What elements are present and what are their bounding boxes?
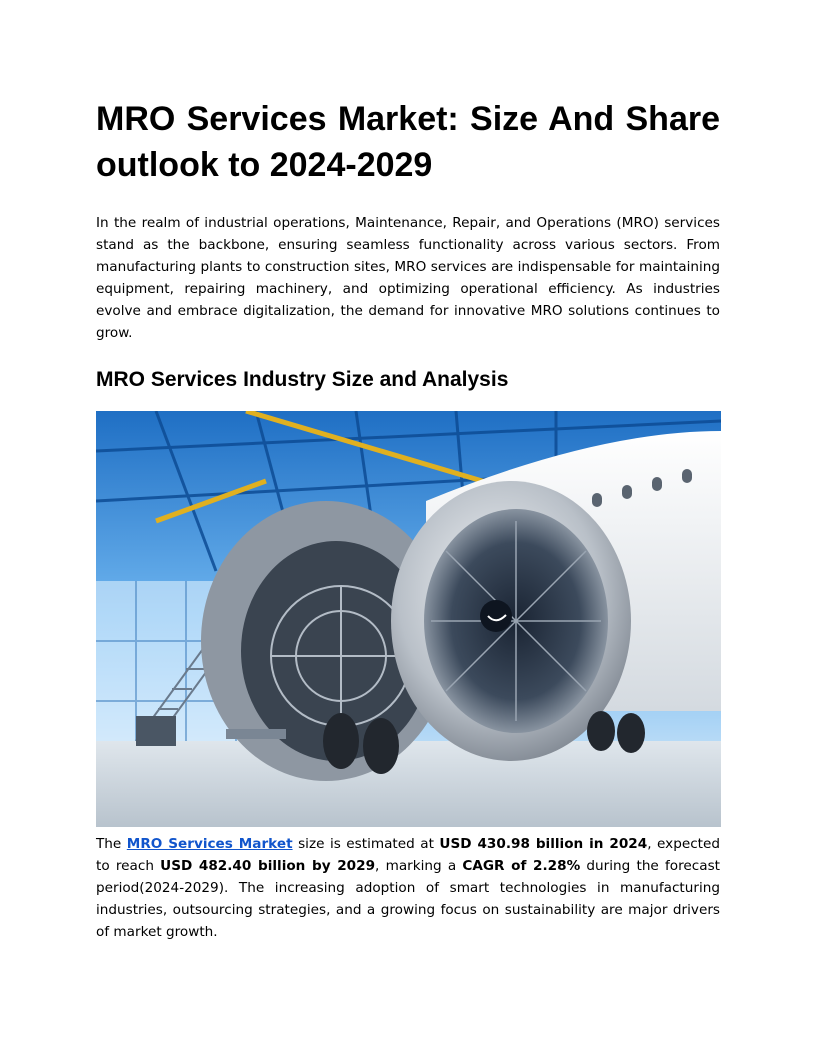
intro-paragraph: In the realm of industrial operations, Maintenance, Repair, and Operations (MRO) services stand as the backbone, ensuring seamless functionality across various sectors. From manufacturing plants to construction sites, MRO services are indispensable for maintaining equipment, repairing machinery, and optimizing operational efficiency. As industries evolve and embrace digitalization, the demand for innovative MRO solutions continues to grow.	[96, 215, 720, 341]
market-size-2024: USD 430.98 billion in 2024	[439, 836, 648, 852]
section-heading: MRO Services Industry Size and Analysis	[96, 368, 509, 391]
cagr-value: CAGR of 2.28%	[462, 858, 581, 874]
market-size-2029: USD 482.40 billion by 2029	[160, 858, 376, 874]
text-run: The	[96, 836, 127, 852]
jet-engine-hangar-icon	[96, 411, 721, 827]
mro-services-market-link[interactable]: MRO Services Market	[126, 836, 293, 852]
document-page	[96, 96, 720, 943]
jet-engine-image	[96, 411, 721, 827]
page-title: MRO Services Market: Size And Share outlook to 2024-2029	[96, 100, 720, 184]
text-run: during the forecast period(2024-2029). The increasing adoption of smart technologies in manufacturing industries, outsourcing strategies, and a growing focus on sustainability are major drivers of market growth.	[96, 858, 720, 940]
text-run: size is estimated at	[292, 836, 440, 852]
market-size-paragraph	[96, 833, 720, 943]
text-run: , marking a	[375, 858, 463, 874]
text-run: , expected to reach	[96, 836, 720, 874]
